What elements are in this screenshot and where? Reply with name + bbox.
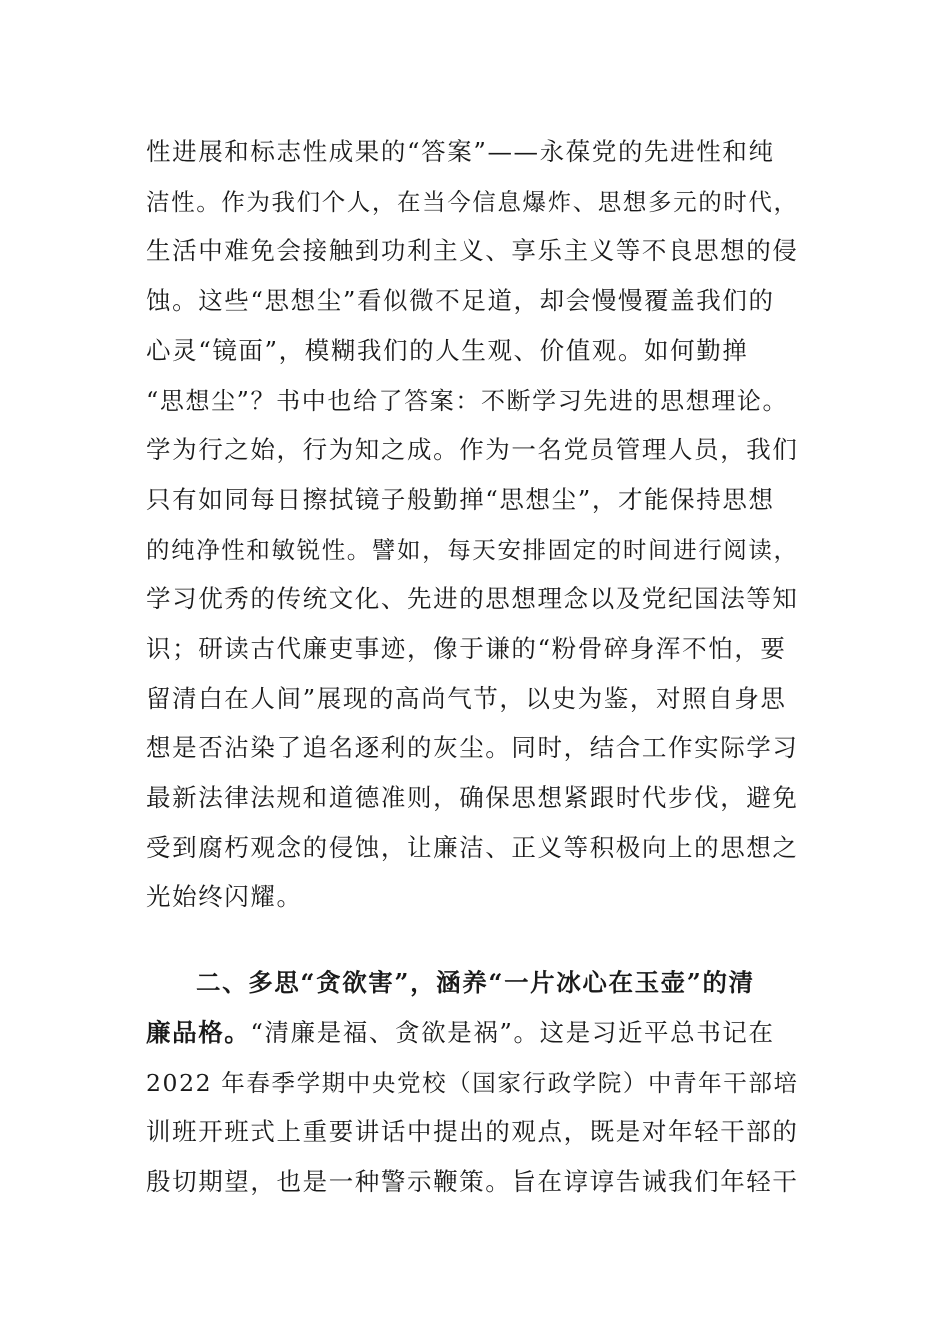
body-text-line: 最新法律法规和道德准则，确保思想紧跟时代步伐，避免 xyxy=(146,783,799,812)
body-text-line: 洁性。作为我们个人，在当今信息爆炸、思想多元的时代， xyxy=(146,188,799,216)
body-text-line: “思想尘”？书中也给了答案：不断学习先进的思想理论。 xyxy=(146,387,789,415)
body-text-line: 心灵“镜面”，模糊我们的人生观、价值观。如何勤掸 xyxy=(146,336,749,365)
body-text-line: 殷切期望，也是一种警示鞭策。旨在谆谆告诫我们年轻干 xyxy=(146,1167,799,1196)
body-text-line: 光始终闪耀。 xyxy=(146,882,303,911)
body-text-line: 识；研读古代廉吏事迹，像于谦的“粉骨碎身浑不怕，要 xyxy=(146,634,787,663)
section-heading-tail: 廉品格。 xyxy=(146,1018,251,1047)
body-text-line: 只有如同每日擦拭镜子般勤掸“思想尘”，才能保持思想 xyxy=(146,485,775,514)
body-text-line: 想是否沾染了追名逐利的灰尘。同时，结合工作实际学习 xyxy=(146,733,799,762)
section-heading: 二、多思“贪欲害”，涵养“一片冰心在玉壶”的清 xyxy=(196,968,755,997)
body-text-line: 蚀。这些“思想尘”看似微不足道，却会慢慢覆盖我们的 xyxy=(146,286,775,315)
body-text-span: “清廉是福、贪欲是祸”。这是习近平总书记在 xyxy=(250,1018,775,1047)
body-text-line: 学习优秀的传统文化、先进的思想理念以及党纪国法等知 xyxy=(146,584,799,613)
body-text-line: 训班开班式上重要讲话中提出的观点，既是对年轻干部的 xyxy=(146,1117,799,1146)
body-text-line: 性进展和标志性成果的“答案”——永葆党的先进性和纯 xyxy=(146,137,775,166)
body-text-line: 学为行之始，行为知之成。作为一名党员管理人员，我们 xyxy=(146,435,799,464)
body-text-line: 的纯净性和敏锐性。譬如，每天安排固定的时间进行阅读， xyxy=(146,536,799,564)
body-text-line: 2022 年春季学期中央党校（国家行政学院）中青年干部培 xyxy=(146,1069,799,1097)
body-text-line: 受到腐朽观念的侵蚀，让廉洁、正义等积极向上的思想之 xyxy=(146,833,799,862)
body-text-line: 留清白在人间”展现的高尚气节，以史为鉴，对照自身思 xyxy=(146,684,787,713)
body-text-line: 生活中难免会接触到功利主义、享乐主义等不良思想的侵 xyxy=(146,236,799,265)
section-heading-continuation xyxy=(146,1016,775,1050)
